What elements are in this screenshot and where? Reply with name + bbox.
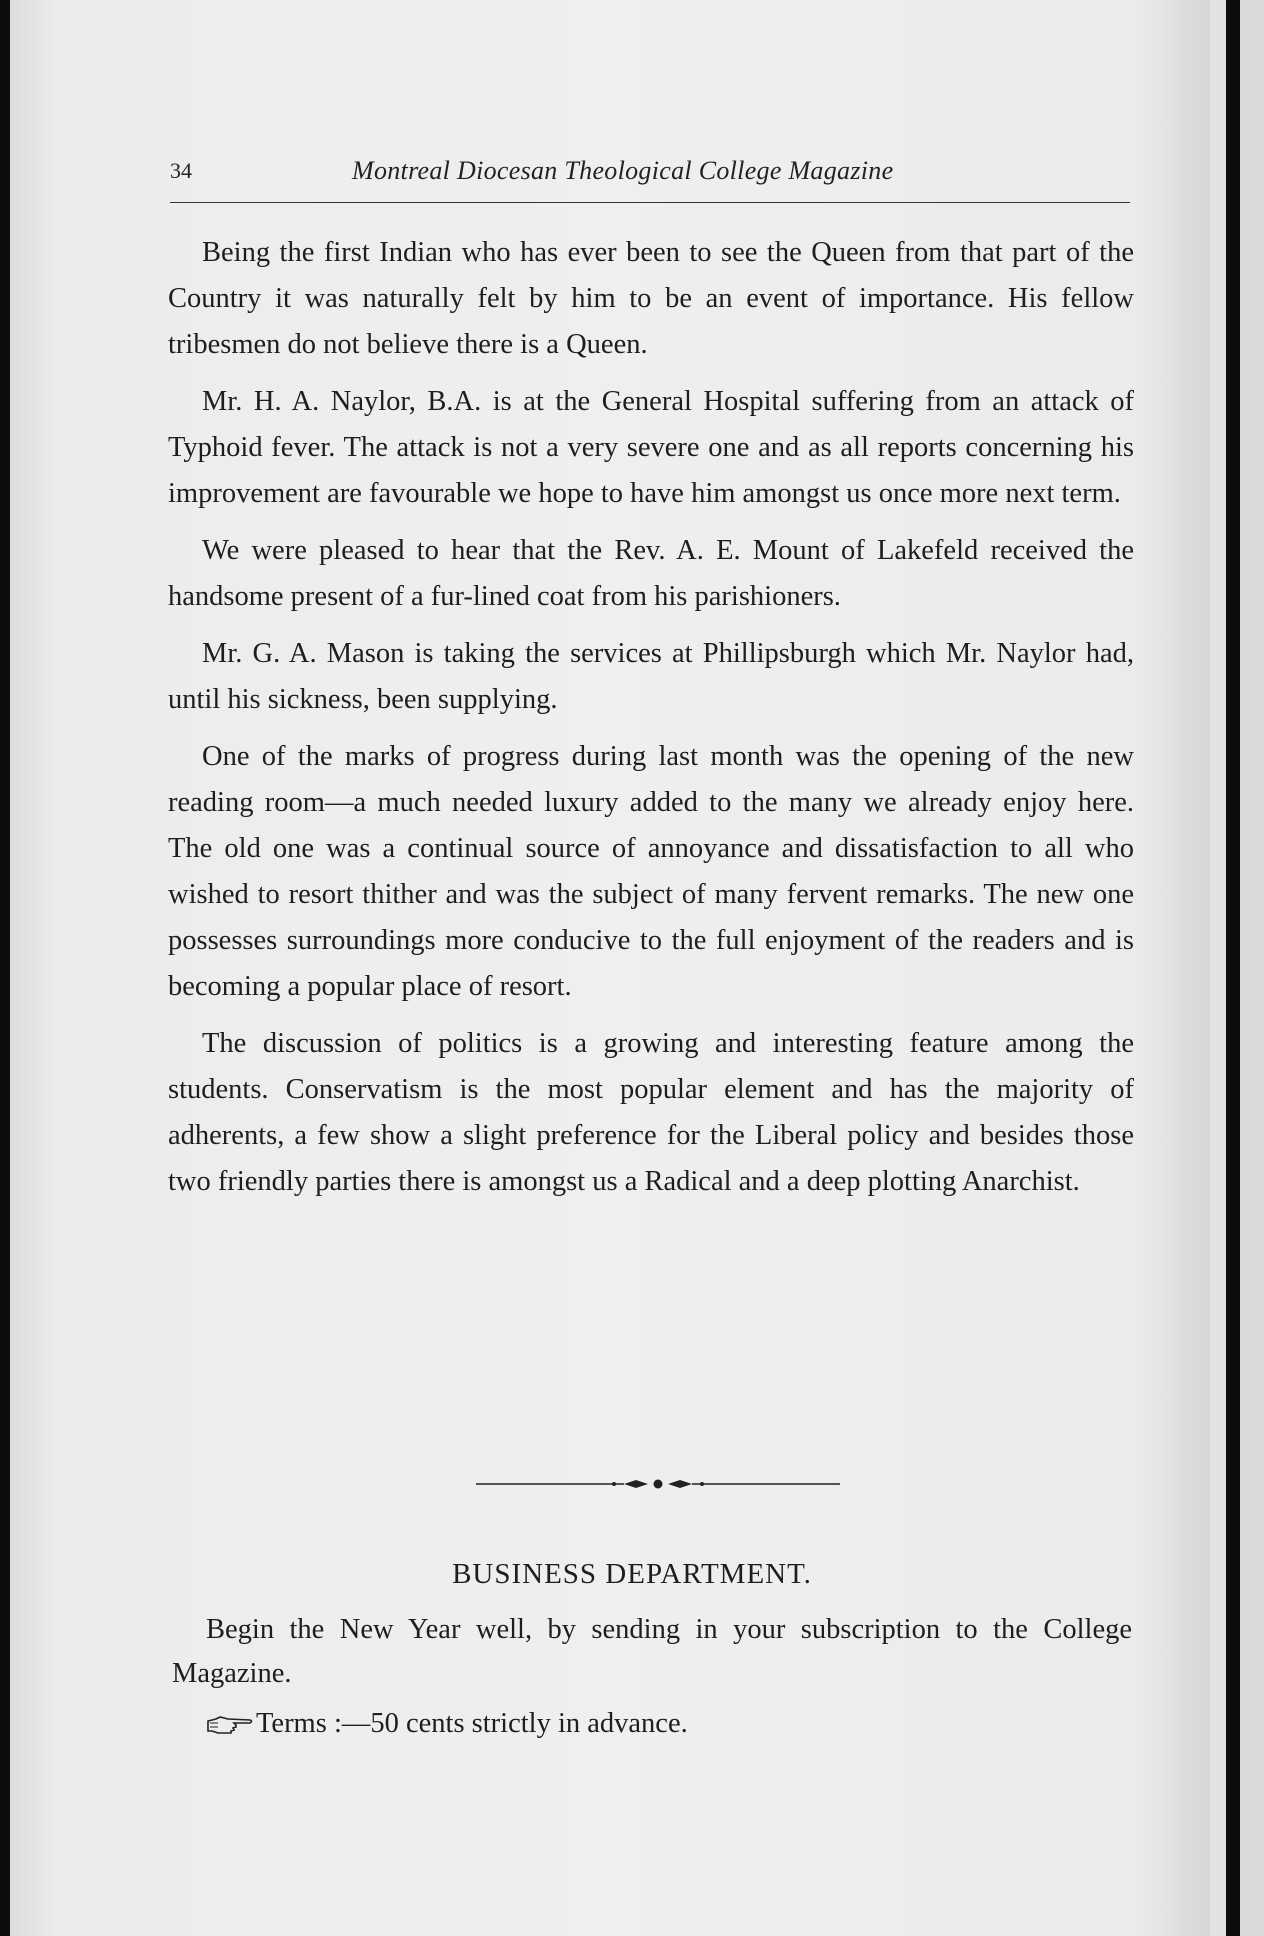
pointing-hand-icon [206,1713,254,1737]
business-department-heading: BUSINESS DEPARTMENT. [452,1558,812,1590]
paragraph-naylor-hospital: Mr. H. A. Naylor, B.A. is at the General Hospital suffering from an attack of Typhoid fever. The attack is not a very severe one and as all reports concerning his improvement are favourable we hope to have him amongst us once more next term. [168,386,1134,509]
article-body [168,230,1134,1216]
header-rule [170,202,1130,203]
business-section [172,1608,1132,1746]
subscription-notice: Begin the New Year well, by sending in your subscription to the College Magazine. [172,1614,1132,1689]
page-header [170,158,1130,192]
adjacent-page-edge [1210,0,1226,1936]
adjacent-page-edge-outer [1240,0,1264,1936]
paragraph-reading-room: One of the marks of progress during last month was the opening of the new reading room—a much needed luxury added to the many we already enjoy here. The old one was a continual source of annoyance and dissatisfaction to all who wished to resort thither and was the subject of many fervent remarks. The new one possesses surroundings more conducive to the full enjoyment of the readers and is becoming a popular place of resort. [168,741,1134,1002]
paragraph-mason-services: Mr. G. A. Mason is taking the services at Phillipsburgh which Mr. Naylor had, until his sickness, been supplying. [168,638,1134,715]
paragraph-politics: The discussion of politics is a growing and interesting feature among the students. Conservatism is the most popular element and has the majority of adherents, a few show a slight preference for the Liberal policy and besides those two friendly parties there is amongst us a Radical and a deep plotting Anarchist. [168,1028,1134,1197]
terms-text: Terms :—50 cents strictly in advance. [256,1708,688,1739]
running-title: Montreal Diocesan Theological College Magazine [352,156,894,185]
paragraph-indian-visit: Being the first Indian who has ever been to see the Queen from that part of the Country it was naturally felt by him to be an event of importance. His fellow tribesmen do not believe there is a Queen. [168,237,1134,360]
paragraph-mount-present: We were pleased to hear that the Rev. A. E. Mount of Lakefeld received the handsome present of a fur-lined coat from his parishioners. [168,535,1134,612]
page-number: 34 [170,158,192,183]
section-divider-ornament [476,1472,840,1496]
terms-line [172,1702,1132,1746]
